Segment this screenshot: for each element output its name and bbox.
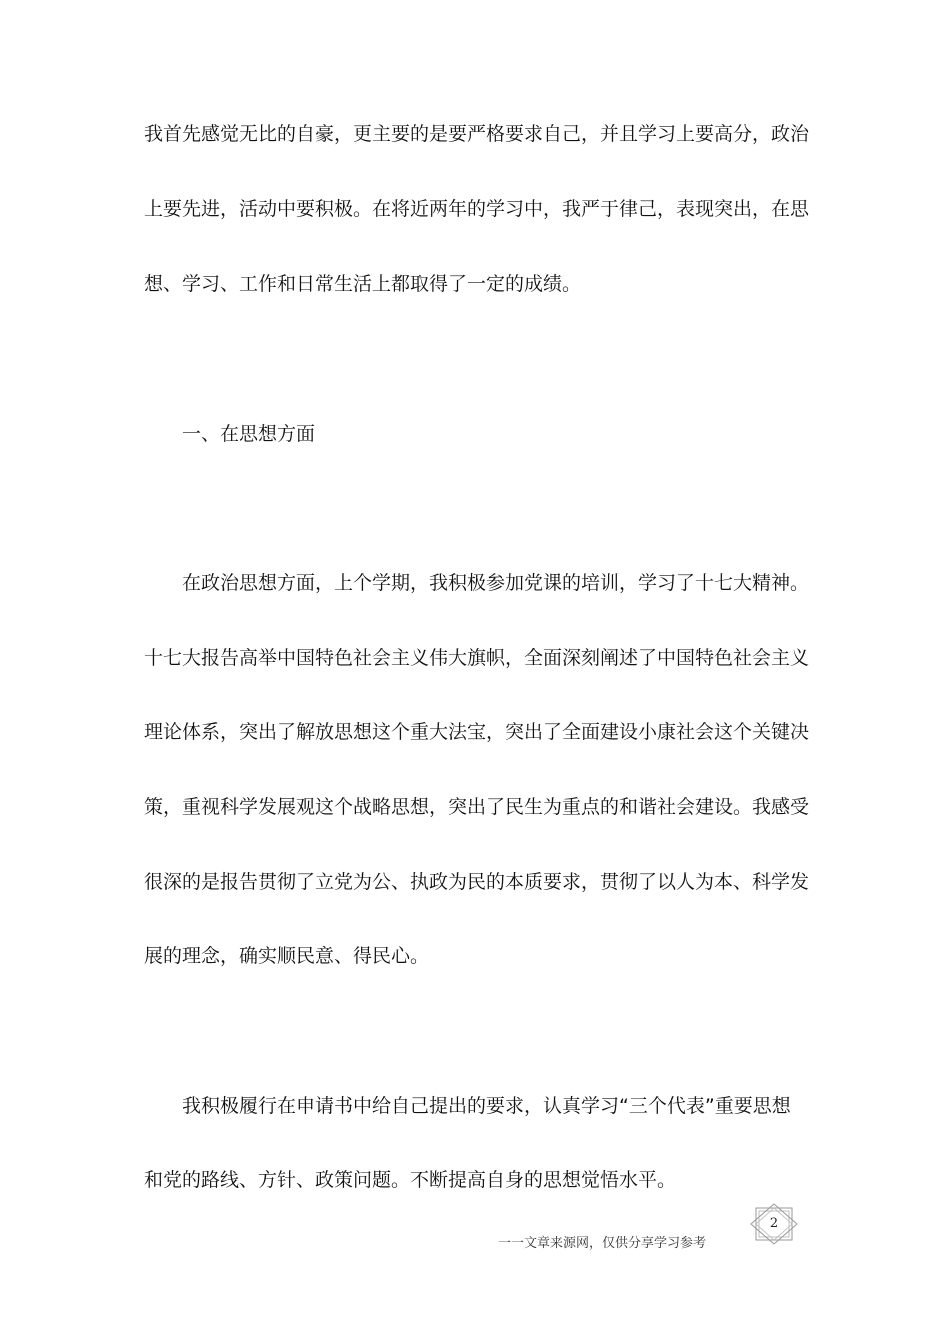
body-text-line: 理论体系，突出了解放思想这个重大法宝，突出了全面建设小康社会这个关键决 — [144, 721, 810, 743]
body-text-line: 策，重视科学发展观这个战略思想，突出了民生为重点的和谐社会建设。我感受 — [144, 796, 810, 818]
section-heading: 一、在思想方面 — [182, 423, 316, 445]
footer-source-note: 一一文章来源网，仅供分享学习参考 — [498, 1236, 707, 1251]
body-text-line: 和党的路线、方针、政策问题。不断提高自身的思想觉悟水平。 — [144, 1169, 677, 1191]
page-number: 2 — [769, 1216, 779, 1231]
body-text-line: 我积极履行在申请书中给自己提出的要求，认真学习“三个代表”重要思想 — [182, 1095, 791, 1117]
body-text-line: 展的理念，确实顺民意、得民心。 — [144, 945, 430, 967]
body-text-line: 在政治思想方面，上个学期，我积极参加党课的培训，学习了十七大精神。 — [182, 572, 810, 594]
page-number-badge — [750, 1203, 798, 1245]
body-text-line: 想、学习、工作和日常生活上都取得了一定的成绩。 — [144, 273, 582, 295]
body-text-line: 十七大报告高举中国特色社会主义伟大旗帜，全面深刻阐述了中国特色社会主义 — [144, 647, 810, 669]
body-text-line: 很深的是报告贯彻了立党为公、执政为民的本质要求，贯彻了以人为本、科学发 — [144, 871, 810, 893]
body-text-line: 上要先进，活动中要积极。在将近两年的学习中，我严于律己，表现突出，在思 — [144, 198, 810, 220]
body-text-line: 我首先感觉无比的自豪，更主要的是要严格要求自己，并且学习上要高分，政治 — [144, 123, 810, 145]
